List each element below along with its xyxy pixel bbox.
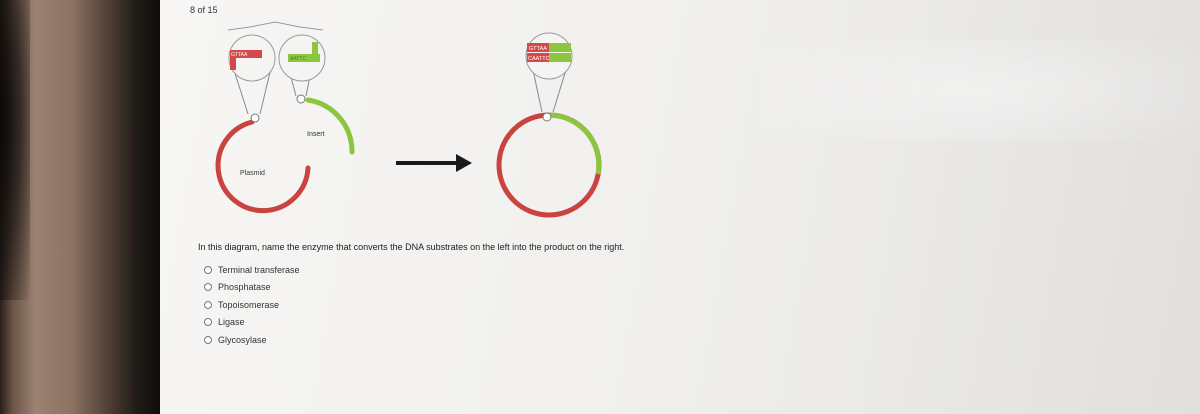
- ligation-diagram: [160, 0, 1200, 240]
- product-junction-marker: [543, 113, 551, 121]
- product-bottom-green: [549, 53, 571, 62]
- insert-end-seq: AATTC: [290, 56, 307, 62]
- insert-cut-marker: [297, 95, 305, 103]
- plasmid-end-seq: GTTAA: [231, 52, 248, 58]
- plasmid-label: Plasmid: [240, 170, 265, 177]
- product-bottom-seq: CAATTC: [528, 56, 550, 62]
- radio-button[interactable]: [204, 318, 212, 326]
- option-topoisomerase[interactable]: [204, 296, 300, 314]
- question-counter: 8 of 15: [190, 5, 218, 15]
- product-plasmid: [499, 33, 599, 215]
- radio-button[interactable]: [204, 266, 212, 274]
- radio-button[interactable]: [204, 283, 212, 291]
- insert-label: Insert: [307, 131, 325, 138]
- option-label: Phosphatase: [218, 282, 271, 293]
- option-label: Glycosylase: [218, 334, 267, 345]
- option-phosphatase[interactable]: [204, 279, 300, 297]
- option-glycosylase[interactable]: [204, 331, 300, 349]
- product-insert-arc: [549, 115, 599, 174]
- option-label: Topoisomerase: [218, 299, 280, 310]
- reaction-arrow: [396, 154, 472, 172]
- option-terminal-transferase[interactable]: [204, 261, 300, 279]
- radio-button[interactable]: [204, 336, 212, 344]
- product-top-green: [549, 43, 571, 52]
- option-label: Terminal transferase: [218, 264, 300, 275]
- insert-fragment: [279, 35, 352, 152]
- option-ligase[interactable]: [204, 314, 300, 332]
- bezel-shadow: [0, 0, 30, 300]
- screen: [160, 0, 1200, 414]
- plasmid-cut-marker: [251, 114, 259, 122]
- radio-button[interactable]: [204, 301, 212, 309]
- insert-end-top-strand: [312, 42, 318, 54]
- question-text: In this diagram, name the enzyme that converts the DNA substrates on the left into the product on the right.: [198, 242, 625, 252]
- grouping-bracket: [228, 22, 323, 30]
- option-label: Ligase: [218, 317, 245, 328]
- device-bezel: [0, 0, 160, 414]
- plasmid-end-bottom-strand: [230, 58, 236, 70]
- answer-options: [204, 261, 300, 349]
- plasmid-arc: [218, 122, 308, 211]
- insert-arc: [308, 100, 352, 152]
- product-top-seq: GTTAA: [529, 46, 547, 52]
